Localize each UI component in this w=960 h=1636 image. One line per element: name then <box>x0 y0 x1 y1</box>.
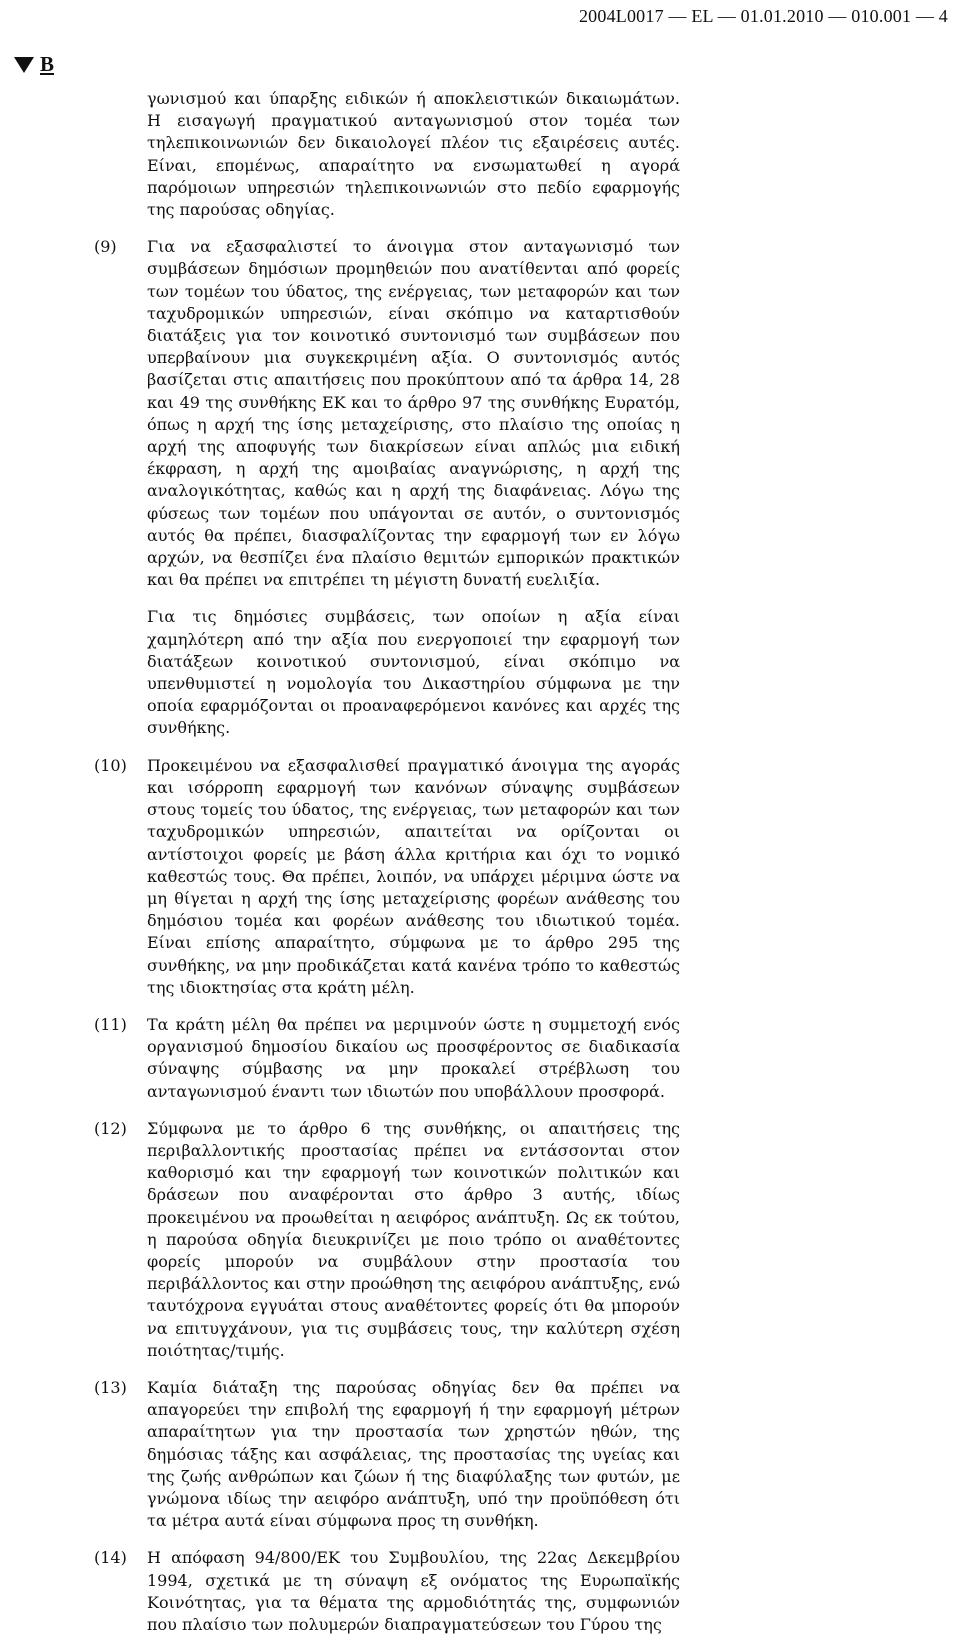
consolidation-marker <box>14 52 54 77</box>
recital-number: (11) <box>94 1014 127 1034</box>
recital-12 <box>94 1118 680 1362</box>
document-body <box>94 88 680 1636</box>
running-header: 2004L0017 — EL — 01.01.2010 — 010.001 — 4 <box>578 6 948 26</box>
recital-text: Τα κράτη μέλη θα πρέπει να μεριμνούν ώστε η συμμετοχή ενός οργανισμού δημοσίου δικαίου ως προσφέροντος σε διαδικασία σύναψης σύμβασης να μην προκαλεί στρέβλωση του ανταγωνισμού έναντι των ιδιωτών που υποβάλλουν προσφορά. <box>147 1014 680 1101</box>
recital-9-continuation: Για τις δημόσιες συμβάσεις, των οποίων η αξία είναι χαμηλότερη από την αξία που ενεργοποιεί την εφαρμογή των διατάξεων κοινοτικού συντονισμού, είναι σκόπιμο να υπενθυμιστεί η νομολογία του Δικαστηρίου σύμφωνα με την οποία εφαρμόζονται οι προαναφερόμενοι κανόνες και αρχές της συνθήκης. <box>147 607 680 738</box>
recital-number: (10) <box>94 755 127 775</box>
recital-text: Καμία διάταξη της παρούσας οδηγίας δεν θα πρέπει να απαγορεύει την επιβολή της εφαρμογή ή την εφαρμογή μέτρων απαραίτητων για την προστασία των χρηστών ηθών, της δημόσιας τάξης και ασφάλειας, της προστασίας της υγείας και της ζωής ανθρώπων και ζώων ή της διαφύλαξης των φυτών, με γνώμονα ιδίως την αειφόρο ανάπτυξη, υπό την προϋπόθεση ότι τα μέτρα αυτά είναι σύμφωνα προς τη συνθήκη. <box>147 1377 680 1531</box>
recital-text: Για να εξασφαλιστεί το άνοιγμα στον ανταγωνισμό των συμβάσεων δημόσιων προμηθειών που ανατίθενται από φορείς των τομέων του ύδατος, της ενέργειας, των μεταφορών και των ταχυδρομικών υπηρεσιών, είναι σκόπιμο να καταρτισθούν διατάξεις για τον κοινοτικό συντονισμό των συμβάσεων που υπερβαίνουν μια συγκεκριμένη αξία. Ο συντονισμός αυτός βασίζεται στις απαιτήσεις που προκύπτουν από τα άρθρα 14, 28 και 49 της συνθήκης ΕΚ και το άρθρο 97 της συνθήκης Ευρατόμ, όπως η αρχή της ίσης μεταχείρισης, στο πλαίσιο της οποίας η αρχή της αποφυγής των διακρίσεων είναι απλώς μια ειδική έκφραση, η αρχή της αμοιβαίας αναγνώρισης, η αρχή της αναλογικότητας, καθώς και η αρχή της διαφάνειας. Λόγω της φύσεως των τομέων που υπάγονται σε αυτόν, ο συντονισμός αυτός θα πρέπει, διασφαλίζοντας την εφαρμογή των εν λόγω αρχών, να θεσπίζει ένα πλαίσιο θεμιτών εμπορικών πρακτικών και θα πρέπει να επιτρέπει τη μέγιστη δυνατή ευελιξία. <box>147 237 680 590</box>
recital-number: (13) <box>94 1377 127 1397</box>
recital-number: (9) <box>94 237 117 257</box>
recital-text: Σύμφωνα με το άρθρο 6 της συνθήκης, οι απαιτήσεις της περιβαλλοντικής προστασίας πρέπει να εντάσσονται στον καθορισμό και την εφαρμογή των κοινοτικών πολιτικών και δράσεων που αναφέρονται στο άρθρο 3 αυτής, ιδίως προκειμένου να προωθείται η αειφόρος ανάπτυξη. Ως εκ τούτου, η παρούσα οδηγία διευκρινίζει με ποιο τρόπο οι αναθέτοντες φορείς μπορούν να συμβάλουν στην προστασία του περιβάλλοντος και στην προώθηση της αειφόρου ανάπτυξης, ενώ ταυτόχρονα εγγυάται στους αναθέτοντες φορείς ότι θα μπορούν να επιτυγχάνουν, για τις συμβάσεις τους, την καλύτερη σχέση ποιότητας/τιμής. <box>147 1118 680 1360</box>
recital-number: (12) <box>94 1118 127 1138</box>
continuation-paragraph: γωνισμού και ύπαρξης ειδικών ή αποκλειστικών δικαιωμάτων. Η εισαγωγή πραγματικού ανταγωνισμού στον τομέα των τηλεπικοινωνιών δεν δικαιολογεί πλέον τις εξαιρέσεις αυτές. Είναι, επομένως, απαραίτητο να ενσωματωθεί η αγορά παρόμοιων υπηρεσιών τηλεπικοινωνιών στο πεδίο εφαρμογής της παρούσας οδηγίας. <box>147 89 680 220</box>
recital-9 <box>94 236 680 591</box>
recital-13 <box>94 1377 680 1532</box>
triangle-down-icon <box>14 57 34 73</box>
recital-text: Προκειμένου να εξασφαλισθεί πραγματικό άνοιγμα της αγοράς και ισόρροπη εφαρμογή των κανόνων σύναψης συμβάσεων στους τομείς του ύδατος, της ενέργειας, των μεταφορών και των ταχυδρομικών υπηρεσιών, απαιτείται να ορίζονται οι αντίστοιχοι φορείς με βάση άλλα κριτήρια και όχι το νομικό καθεστώς τους. Θα πρέπει, λοιπόν, να υπάρχει μέριμνα ώστε να μη θίγεται η αρχή της ίσης μεταχείρισης φορέων ανάθεσης του δημόσιου τομέα και φορέων ανάθεσης του ιδιωτικού τομέα. Είναι επίσης απαραίτητο, σύμφωνα με το άρθρο 295 της συνθήκης, να μην προδικάζεται κατά κανένα τρόπο το καθεστώς της ιδιοκτησίας στα κράτη μέλη. <box>147 755 680 997</box>
recital-11 <box>94 1014 680 1103</box>
recital-text: Η απόφαση 94/800/ΕΚ του Συμβουλίου, της 22ας Δεκεμβρίου 1994, σχετικά με τη σύναψη εξ ονόματος της Ευρωπαϊκής Κοινότητας, για τα θέματα της αρμοδιότητάς της, συμφωνιών που πλαίσιο των πολυμερών διαπραγματεύσεων του Γύρου της <box>147 1548 680 1634</box>
recital-number: (14) <box>94 1548 127 1568</box>
recital-10 <box>94 755 680 999</box>
marker-letter[interactable]: B <box>40 52 55 76</box>
